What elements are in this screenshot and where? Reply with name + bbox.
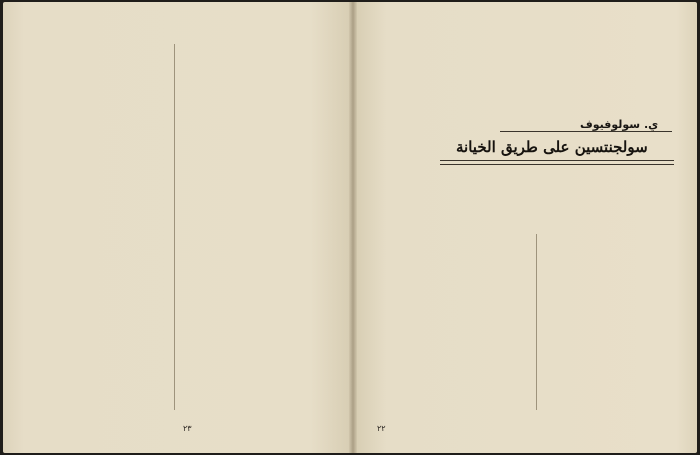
binding-gutter [349, 2, 357, 453]
title-rule [440, 164, 674, 165]
right-page-column-right [542, 232, 683, 414]
page-number: ٢٣ [183, 424, 192, 433]
right-page-column-left [382, 232, 528, 414]
left-page [3, 2, 352, 453]
column-divider [536, 234, 537, 410]
magazine-spread [3, 2, 697, 453]
right-page [352, 2, 697, 453]
left-page-column-left [23, 42, 169, 414]
article-author: ي. سولوفيوف [580, 118, 659, 131]
left-page-column-right [179, 42, 335, 414]
article-title: سولجنتسين على طريق الخيانة [456, 138, 648, 156]
title-rule [440, 160, 674, 161]
column-divider [174, 44, 175, 410]
author-rule [500, 131, 672, 132]
page-number: ٢٢ [377, 424, 386, 433]
